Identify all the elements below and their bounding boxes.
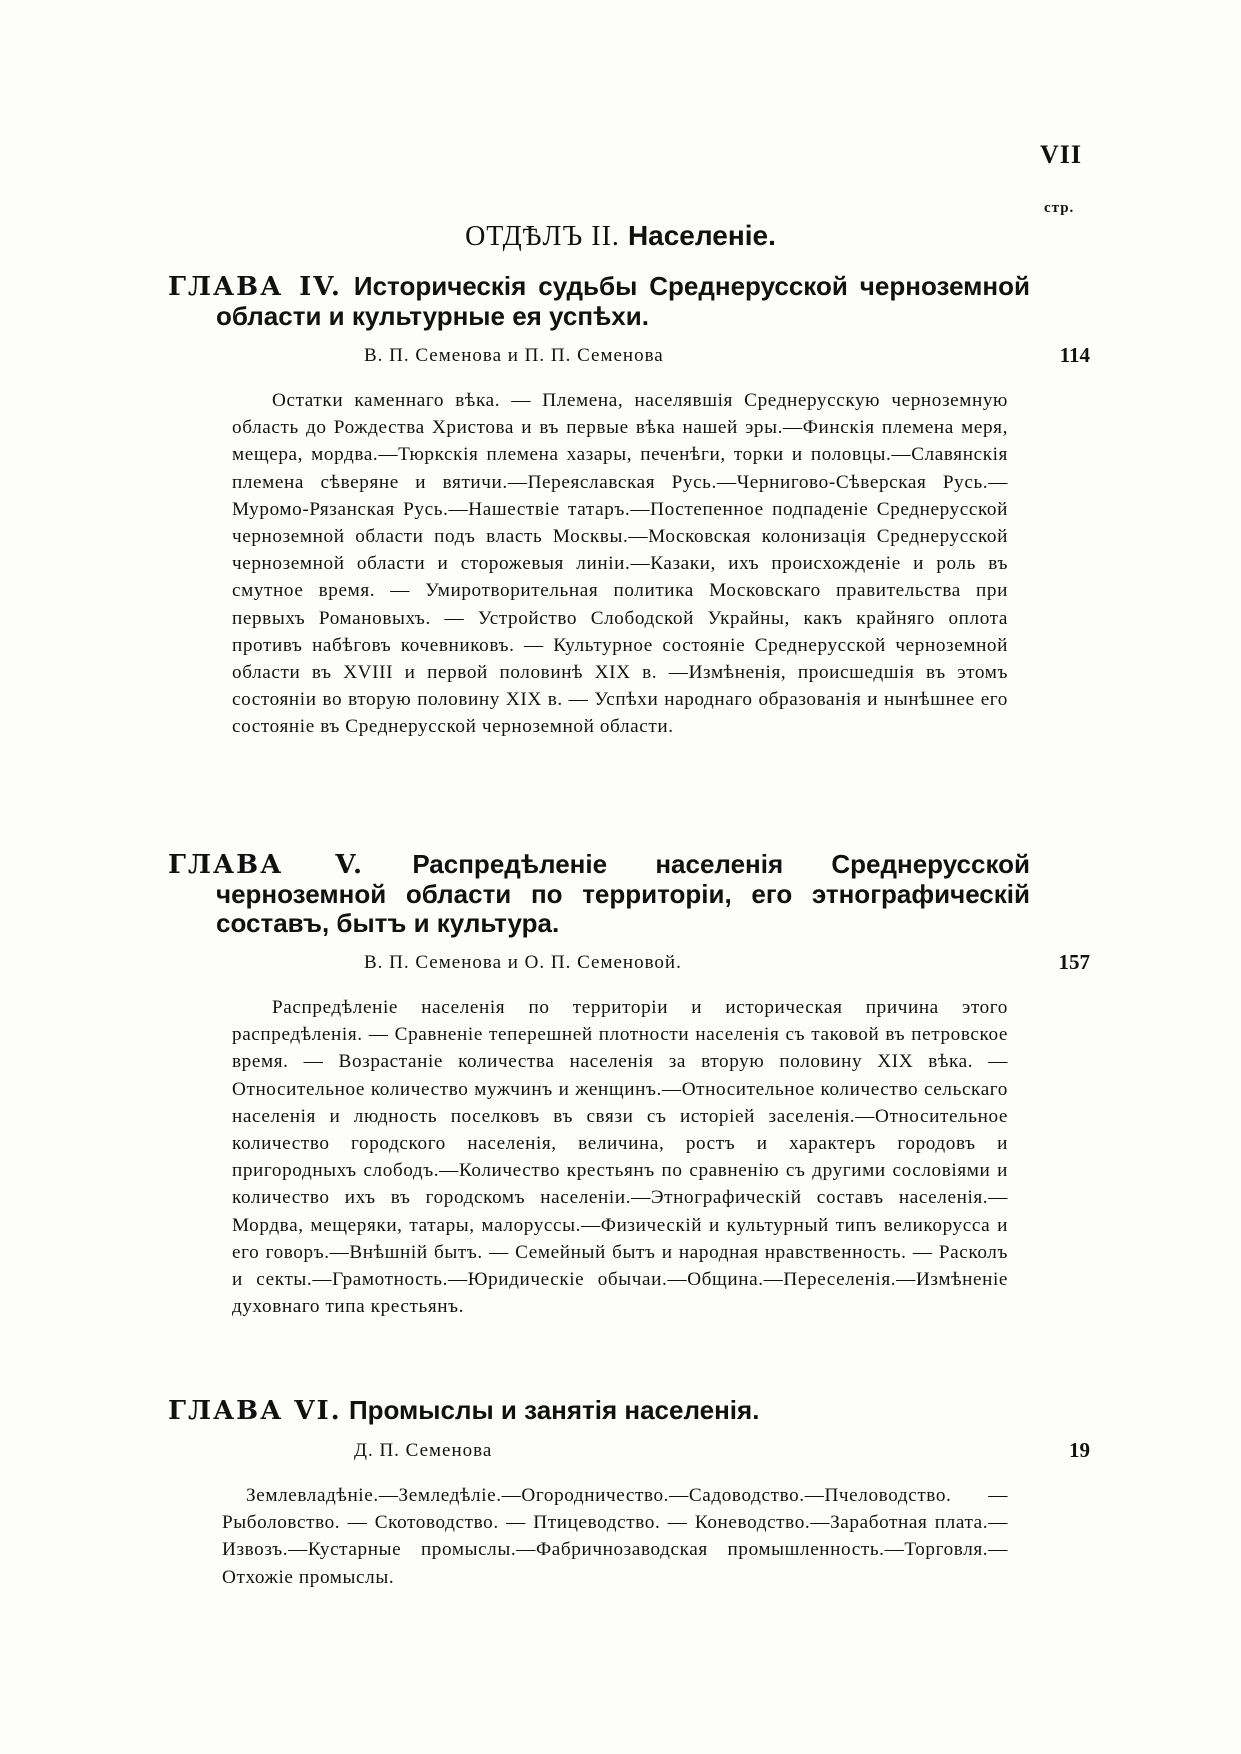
chapter-author: В. П. Семенова и П. П. Семенова — [364, 345, 664, 366]
chapter-title: Историческія судьбы Среднерусской черноземной области и культурные ея успѣхи. — [216, 271, 1030, 331]
section-name: Населеніе. — [627, 220, 776, 251]
chapter-page-number: 19 — [1069, 1438, 1090, 1462]
chapter-heading — [168, 850, 1030, 938]
chapter-label: ГЛАВА IV. — [168, 272, 342, 302]
chapter-contents: Землевладѣніе.—Земледѣліе.—Огородничество.—Садоводство.—Пчеловодство. — Рыболовство. — Скотоводство. — Птицеводство. — Коневодство.—Заработная плата.—Извозъ.—Кустарные промыслы.—Фабричнозаводская промышленность.—Торговля.—Отхожіе промыслы. — [222, 1485, 1008, 1588]
section-prefix: ОТДѢЛЪ II. — [465, 221, 620, 252]
chapter-label: ГЛАВА VI. — [168, 1396, 342, 1426]
chapter-author-row — [168, 948, 1090, 980]
chapter-6 — [168, 1395, 1090, 1591]
chapter-author: В. П. Семенова и О. П. Семеновой. — [364, 952, 682, 973]
page-column-label: стр. — [1044, 200, 1075, 216]
chapter-heading — [168, 272, 1030, 331]
chapter-contents: Остатки каменнаго вѣка. — Племена, населявшія Среднерусскую черноземную область до Рождества Христова и въ первые вѣка нашей эры.—Финскія племена меря, мещера, мордва.—Тюркскія племена хазары, печенѣги, торки и половцы.—Славянскія племена сѣверяне и вятичи.—Переяславская Русь.—Черниговo-Сѣверская Русь.—Муромо-Рязанская Русь.—Нашествіе татаръ.—Постепенное подпаденіе Среднерусской черноземной области подъ власть Москвы.—Московская колонизація Среднерусской черноземной области и сторожевыя линіи.—Казаки, ихъ происхожденіе и роль въ смутное время. — Умиротворительная политика Московскаго правительства при первыхъ Романовыхъ. — Устройство Слободской Украйны, какъ крайняго оплота противъ набѣговъ кочевниковъ. — Культурное состояніе Среднерусской черноземной области въ XVIII и первой половинѣ XIX в. —Измѣненія, происшедшія въ этомъ состояніи во вторую половину XIX в. — Успѣхи народнаго образованія и нынѣшнее его состояніе въ Среднерусской черноземной области. — [232, 390, 1008, 738]
chapter-author: Д. П. Семенова — [354, 1440, 493, 1461]
section-title — [0, 220, 1241, 253]
chapter-heading — [168, 1396, 1030, 1426]
chapter-title: Промыслы и занятія населенія. — [348, 1395, 760, 1425]
chapter-author-row — [168, 341, 1090, 373]
chapter-author-row — [168, 1436, 1090, 1468]
chapter-4 — [168, 271, 1090, 741]
chapter-page-number: 157 — [1058, 950, 1090, 974]
page-number: VII — [1040, 140, 1083, 169]
chapter-5 — [168, 849, 1090, 1320]
chapter-contents: Распредѣленіе населенія по территоріи и историческая причина этого распредѣленія. — Сравненіе теперешней плотности населенія съ таковой въ петровское время. — Возрастаніе количества населенія за вторую половину XIX вѣка. — Относительное количество мужчинъ и женщинъ.—Относительное количество сельскаго населенія и людность поселковъ въ связи съ исторіей заселенія.—Относительное количество городского населенія, величина, ростъ и характеръ городовъ и пригородныхъ слободъ.—Количество крестьянъ по сравненію съ другими сословіями и количество ихъ въ городскомъ населеніи.—Этнографическій составъ населенія.—Мордва, мещеряки, татары, малоруссы.—Физическій и культурный типъ великорусса и его говоръ.—Внѣшній бытъ. — Семейный бытъ и народная нравственность. — Расколъ и секты.—Грамотность.—Юридическіе обычаи.—Община.—Переселенія.—Измѣненіе духовнаго типа крестьянъ. — [232, 997, 1008, 1318]
chapter-title: Распредѣленіе населенія Среднерусской черноземной области по территоріи, его этнографическій составъ, бытъ и культура. — [216, 849, 1030, 938]
chapter-label: ГЛАВА V. — [168, 850, 365, 880]
chapter-page-number: 114 — [1059, 343, 1090, 367]
